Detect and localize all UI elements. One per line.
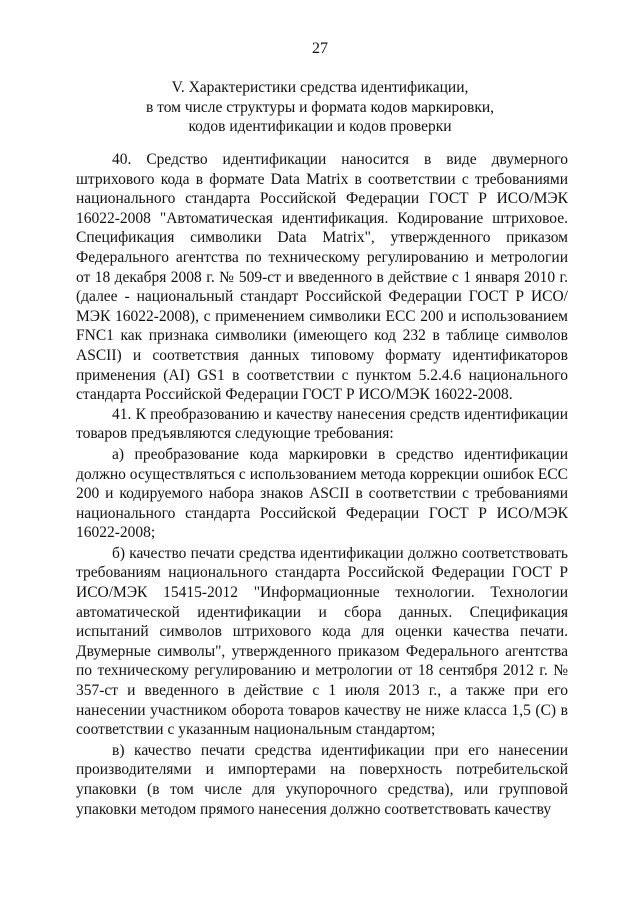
- paragraph-41-a: а) преобразование кода маркировки в средство идентификации должно осуществляться с использованием метода коррекции ошибок ECC 200 и кодируемого набора знаков ASCII в соответствии с требованиями национального стандарта Российской Федерации ГОСТ Р ИСО/МЭК 16022-2008;: [76, 445, 568, 542]
- paragraph-40: 40. Средство идентификации наносится в виде двумерного штрихового кода в формате Data Matrix в соответствии с требованиями национального стандарта Российской Федерации ГОСТ Р ИСО/МЭК 16022-2008 "Автоматическая идентификация. Кодирование штриховое. Спецификация символики Data Matrix", утвержденного приказом Федерального агентства по техническому регулированию и метрологии от 18 декабря 2008 г. № 509-ст и введенного в действие с 1 января 2010 г. (далее - национальный стандарт Российской Федерации ГОСТ Р ИСО/МЭК 16022-2008), с применением символики ECC 200 и использованием FNC1 как признака символики (имеющего код 232 в таблице символов ASCII) и соответствия данных типовому формату идентификаторов применения (AI) GS1 в соответствии с пунктом 5.2.4.6 национального стандарта Российской Федерации ГОСТ Р ИСО/МЭК 16022-2008.: [76, 151, 568, 404]
- page-number: 27: [312, 40, 328, 57]
- section-title-line-2: в том числе структуры и формата кодов маркировки,: [145, 98, 495, 116]
- paragraph-41-b: б) качество печати средства идентификации должно соответствовать требованиям национального стандарта Российской Федерации ГОСТ Р ИСО/МЭК 15415-2012 "Информационные технологии. Технологии автоматической идентификации и сбора данных. Спецификация испытаний символов штрихового кода для оценки качества печати. Двумерные символы", утвержденного приказом Федерального агентства по техническому регулированию и метрологии от 18 сентября 2012 г. № 357-ст и введенного в действие с 1 июля 2013 г., а также при его нанесении участником оборота товаров качеству не ниже класса 1,5 (C) в соответствии с указанным национальным стандартом;: [76, 544, 568, 739]
- section-title: [90, 78, 550, 137]
- paragraph-41: 41. К преобразованию и качеству нанесения средств идентификации товаров предъявляются следующие требования:: [76, 405, 568, 443]
- document-body: [76, 150, 568, 819]
- section-title-line-3: кодов идентификации и кодов проверки: [188, 118, 452, 136]
- section-title-line-1: V. Характеристики средства идентификации,: [171, 79, 469, 96]
- paragraph-41-v: в) качество печати средства идентификации при его нанесении производителями и импортерами на поверхность потребительской упаковки (в том числе для укупорочного средства), или групповой упаковки методом прямого нанесения должно соответствовать качеству: [76, 741, 568, 818]
